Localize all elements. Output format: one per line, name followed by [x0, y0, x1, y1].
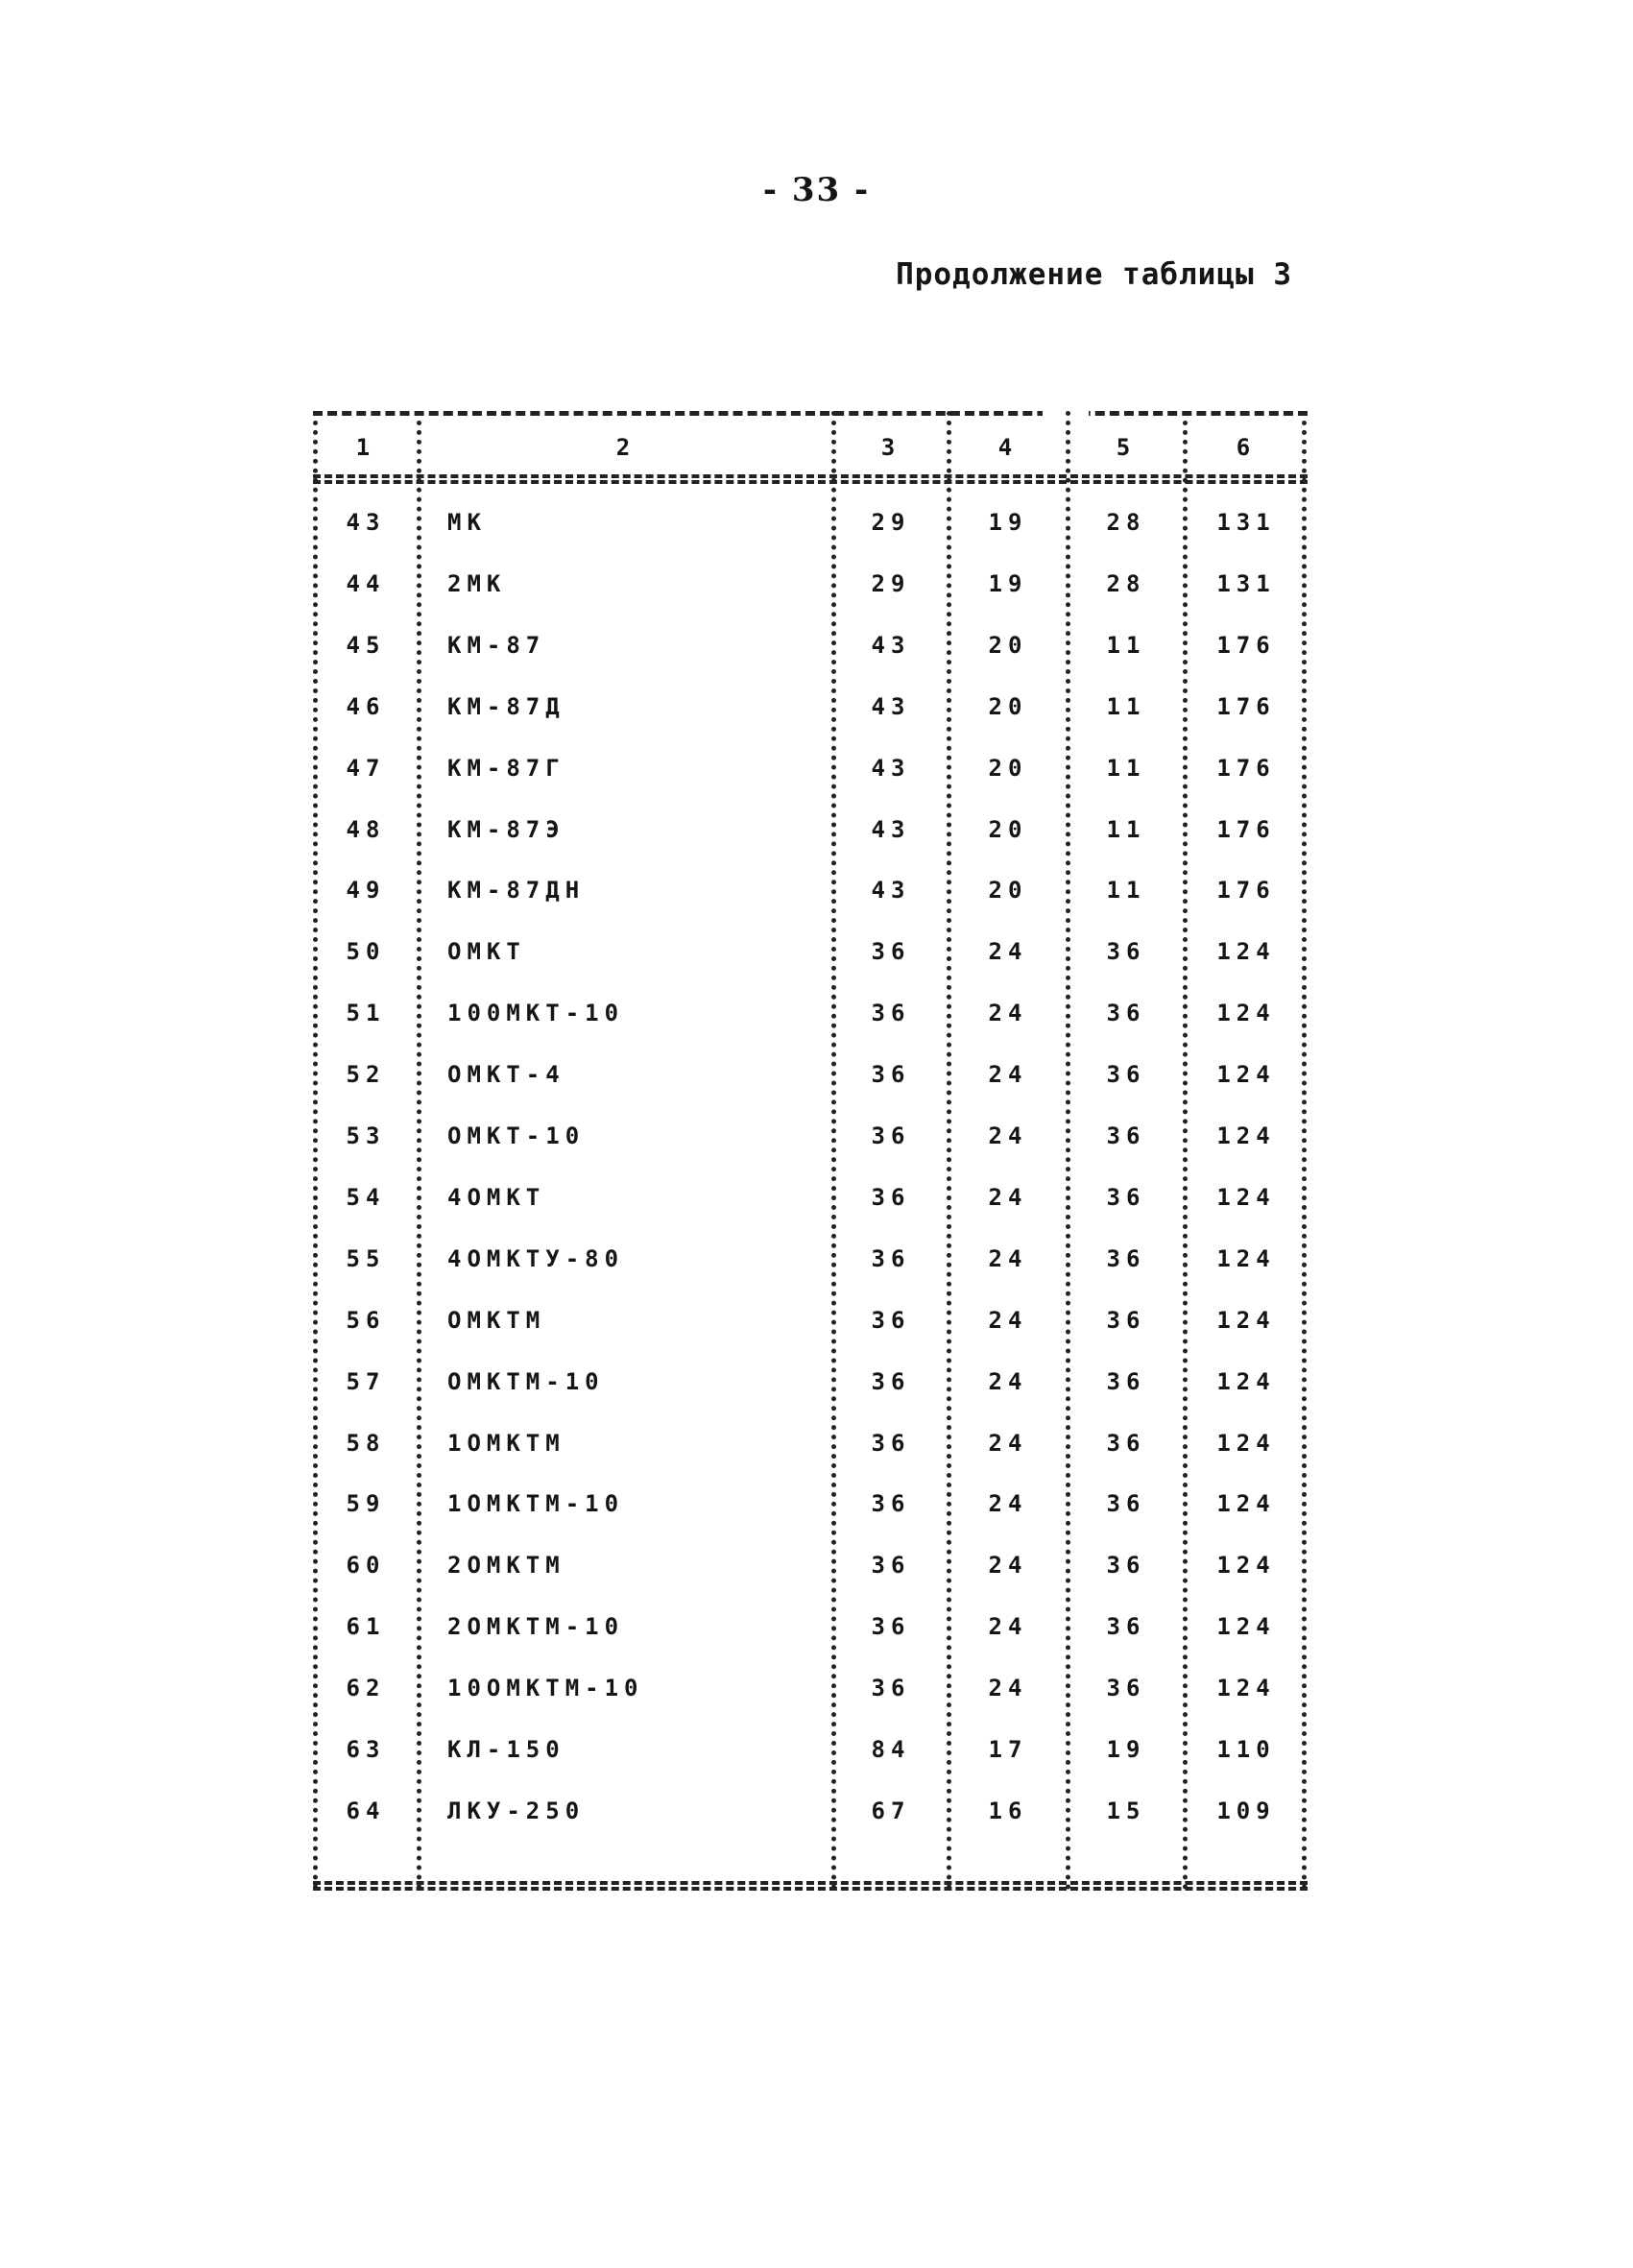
- value-col-6: 176: [1216, 692, 1276, 720]
- value-col-5: 36: [1106, 1183, 1146, 1211]
- column-header: 5: [1116, 434, 1137, 461]
- value-col-6: 124: [1216, 1000, 1276, 1027]
- table-row: [313, 1483, 1308, 1525]
- value-col-4: 20: [988, 877, 1028, 905]
- value-col-3: 43: [871, 877, 911, 905]
- value-col-5: 36: [1106, 1122, 1146, 1149]
- value-col-4: 24: [988, 1367, 1028, 1395]
- row-number: 55: [346, 1244, 386, 1272]
- value-col-6: 176: [1216, 754, 1276, 782]
- row-number: 45: [346, 631, 386, 659]
- row-number: 63: [346, 1736, 386, 1763]
- product-name: ОМКТ: [447, 938, 526, 966]
- value-col-6: 109: [1216, 1797, 1276, 1824]
- table-row: [313, 1667, 1308, 1709]
- value-col-4: 16: [988, 1797, 1028, 1824]
- value-col-4: 19: [988, 509, 1028, 536]
- value-col-6: 110: [1216, 1736, 1276, 1763]
- value-col-5: 36: [1106, 1061, 1146, 1089]
- value-col-4: 24: [988, 1183, 1028, 1211]
- product-name: 100МКТ-10: [447, 1000, 625, 1027]
- product-name: МК: [447, 509, 487, 536]
- row-number: 44: [346, 569, 386, 597]
- product-name: ОМКТМ: [447, 1306, 546, 1334]
- value-col-5: 19: [1106, 1736, 1146, 1763]
- table-row: [313, 1544, 1308, 1586]
- value-col-3: 36: [871, 1000, 911, 1027]
- value-col-5: 36: [1106, 1244, 1146, 1272]
- row-number: 50: [346, 938, 386, 966]
- value-col-3: 84: [871, 1736, 911, 1763]
- value-col-3: 43: [871, 815, 911, 843]
- table-row: [313, 686, 1308, 728]
- row-number: 59: [346, 1490, 386, 1518]
- row-number: 47: [346, 754, 386, 782]
- value-col-4: 20: [988, 631, 1028, 659]
- value-col-4: 24: [988, 1552, 1028, 1580]
- table-caption: Продолжение таблицы 3: [896, 257, 1292, 292]
- product-name: ОМКТМ-10: [447, 1367, 605, 1395]
- table-row: [313, 501, 1308, 543]
- value-col-6: 131: [1216, 569, 1276, 597]
- table-row: [313, 1422, 1308, 1464]
- value-col-4: 20: [988, 815, 1028, 843]
- table-row: [313, 1361, 1308, 1403]
- value-col-4: 24: [988, 1061, 1028, 1089]
- value-col-4: 24: [988, 1244, 1028, 1272]
- row-number: 56: [346, 1306, 386, 1334]
- value-col-5: 11: [1106, 877, 1146, 905]
- value-col-4: 20: [988, 754, 1028, 782]
- product-name: 4ОМКТУ-80: [447, 1244, 625, 1272]
- table-row: [313, 1728, 1308, 1771]
- table-row: [313, 1053, 1308, 1096]
- table-row: [313, 930, 1308, 973]
- value-col-3: 36: [871, 938, 911, 966]
- value-col-6: 176: [1216, 815, 1276, 843]
- value-col-5: 36: [1106, 1490, 1146, 1518]
- value-col-4: 24: [988, 1000, 1028, 1027]
- product-name: 1ОМКТМ-10: [447, 1490, 625, 1518]
- value-col-3: 43: [871, 631, 911, 659]
- value-col-6: 176: [1216, 631, 1276, 659]
- value-col-3: 36: [871, 1122, 911, 1149]
- column-header: 1: [355, 434, 376, 461]
- product-name: КМ-87Г: [447, 754, 565, 782]
- value-col-3: 36: [871, 1367, 911, 1395]
- table-row: [313, 808, 1308, 851]
- value-col-4: 24: [988, 1306, 1028, 1334]
- row-number: 52: [346, 1061, 386, 1089]
- product-name: 2МК: [447, 569, 507, 597]
- value-col-3: 36: [871, 1675, 911, 1702]
- value-col-6: 124: [1216, 1490, 1276, 1518]
- value-col-4: 19: [988, 569, 1028, 597]
- value-col-5: 36: [1106, 1552, 1146, 1580]
- product-name: ОМКТ-10: [447, 1122, 586, 1149]
- product-name: 2ОМКТМ: [447, 1552, 565, 1580]
- value-col-3: 36: [871, 1613, 911, 1641]
- value-col-4: 24: [988, 1429, 1028, 1457]
- value-col-5: 36: [1106, 1675, 1146, 1702]
- value-col-6: 124: [1216, 938, 1276, 966]
- value-col-5: 28: [1106, 509, 1146, 536]
- column-header: 2: [615, 434, 636, 461]
- table-top-border: [313, 411, 1308, 416]
- value-col-4: 24: [988, 938, 1028, 966]
- value-col-6: 176: [1216, 877, 1276, 905]
- row-number: 64: [346, 1797, 386, 1824]
- column-header: 3: [880, 434, 901, 461]
- table-header-row: [313, 426, 1308, 469]
- table-row: [313, 1238, 1308, 1280]
- value-col-5: 36: [1106, 1613, 1146, 1641]
- product-name: 10ОМКТМ-10: [447, 1675, 644, 1702]
- table-header-separator: [313, 474, 1308, 484]
- value-col-5: 11: [1106, 754, 1146, 782]
- value-col-6: 124: [1216, 1061, 1276, 1089]
- value-col-3: 36: [871, 1552, 911, 1580]
- product-name: КМ-87: [447, 631, 546, 659]
- value-col-3: 36: [871, 1490, 911, 1518]
- value-col-4: 24: [988, 1490, 1028, 1518]
- value-col-4: 24: [988, 1122, 1028, 1149]
- value-col-6: 124: [1216, 1244, 1276, 1272]
- column-header: 4: [997, 434, 1019, 461]
- value-col-5: 36: [1106, 1000, 1146, 1027]
- value-col-5: 36: [1106, 1306, 1146, 1334]
- value-col-3: 36: [871, 1183, 911, 1211]
- data-table: [313, 411, 1308, 1891]
- value-col-6: 131: [1216, 509, 1276, 536]
- value-col-5: 28: [1106, 569, 1146, 597]
- value-col-5: 15: [1106, 1797, 1146, 1824]
- table-row: [313, 1115, 1308, 1157]
- column-header: 6: [1236, 434, 1257, 461]
- row-number: 53: [346, 1122, 386, 1149]
- table-row: [313, 563, 1308, 605]
- value-col-6: 124: [1216, 1429, 1276, 1457]
- value-col-3: 36: [871, 1306, 911, 1334]
- value-col-5: 11: [1106, 692, 1146, 720]
- table-row: [313, 869, 1308, 911]
- table-row: [313, 1176, 1308, 1218]
- value-col-5: 11: [1106, 815, 1146, 843]
- row-number: 61: [346, 1613, 386, 1641]
- table-row: [313, 1790, 1308, 1832]
- value-col-5: 36: [1106, 1429, 1146, 1457]
- value-col-3: 29: [871, 569, 911, 597]
- row-number: 49: [346, 877, 386, 905]
- value-col-6: 124: [1216, 1122, 1276, 1149]
- value-col-6: 124: [1216, 1183, 1276, 1211]
- value-col-5: 36: [1106, 938, 1146, 966]
- page-number: - 33 -: [762, 171, 871, 209]
- product-name: 2ОМКТМ-10: [447, 1613, 625, 1641]
- value-col-3: 36: [871, 1429, 911, 1457]
- value-col-3: 67: [871, 1797, 911, 1824]
- product-name: ОМКТ-4: [447, 1061, 565, 1089]
- table-row: [313, 1299, 1308, 1341]
- row-number: 60: [346, 1552, 386, 1580]
- value-col-6: 124: [1216, 1306, 1276, 1334]
- row-number: 48: [346, 815, 386, 843]
- product-name: КМ-87Э: [447, 815, 565, 843]
- product-name: КМ-87Д: [447, 692, 565, 720]
- value-col-3: 29: [871, 509, 911, 536]
- product-name: 1ОМКТМ: [447, 1429, 565, 1457]
- value-col-4: 24: [988, 1675, 1028, 1702]
- table-row: [313, 992, 1308, 1034]
- product-name: 4ОМКТ: [447, 1183, 546, 1211]
- row-number: 58: [346, 1429, 386, 1457]
- row-number: 46: [346, 692, 386, 720]
- table-bottom-border: [313, 1881, 1308, 1891]
- product-name: КЛ-150: [447, 1736, 565, 1763]
- value-col-5: 11: [1106, 631, 1146, 659]
- product-name: ЛКУ-250: [447, 1797, 586, 1824]
- value-col-4: 20: [988, 692, 1028, 720]
- value-col-6: 124: [1216, 1552, 1276, 1580]
- row-number: 62: [346, 1675, 386, 1702]
- value-col-6: 124: [1216, 1367, 1276, 1395]
- table-row: [313, 1605, 1308, 1648]
- value-col-4: 24: [988, 1613, 1028, 1641]
- row-number: 54: [346, 1183, 386, 1211]
- row-number: 43: [346, 509, 386, 536]
- row-number: 51: [346, 1000, 386, 1027]
- row-number: 57: [346, 1367, 386, 1395]
- value-col-3: 36: [871, 1061, 911, 1089]
- value-col-4: 17: [988, 1736, 1028, 1763]
- value-col-6: 124: [1216, 1675, 1276, 1702]
- value-col-5: 36: [1106, 1367, 1146, 1395]
- value-col-3: 43: [871, 754, 911, 782]
- product-name: КМ-87ДН: [447, 877, 586, 905]
- table-row: [313, 624, 1308, 666]
- value-col-3: 36: [871, 1244, 911, 1272]
- table-row: [313, 747, 1308, 789]
- value-col-6: 124: [1216, 1613, 1276, 1641]
- value-col-3: 43: [871, 692, 911, 720]
